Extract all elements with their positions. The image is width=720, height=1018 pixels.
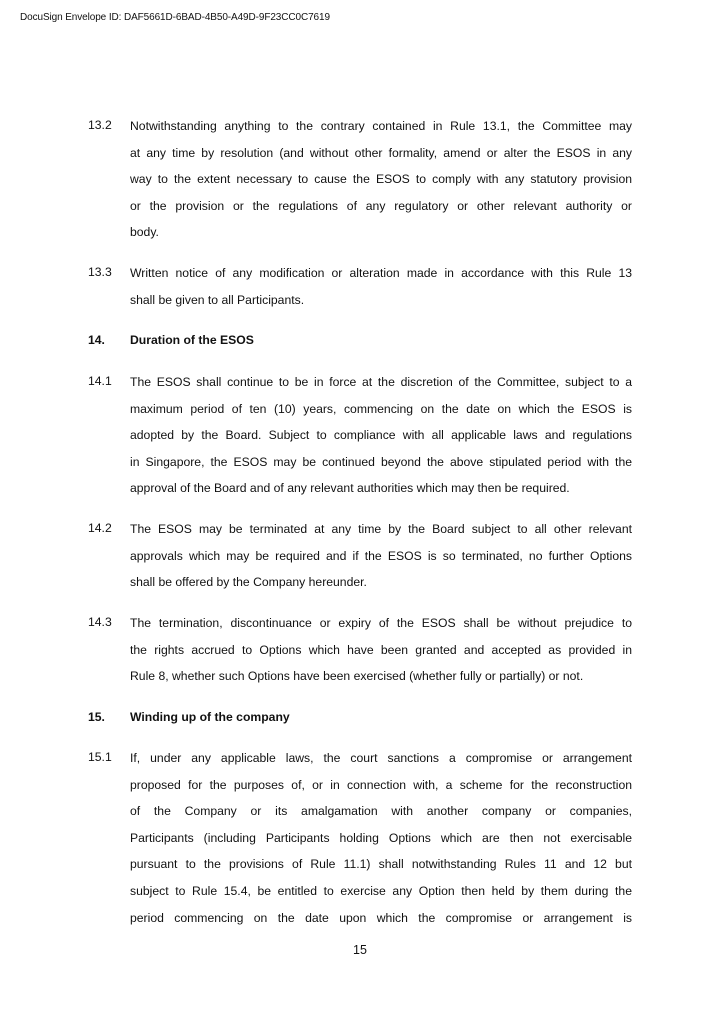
clause-line: pursuant to the provisions of Rule 11.1) shall notwithstanding Rules 11 and 12 but (130, 857, 632, 872)
clause-body (130, 118, 632, 251)
section-number: 15. (88, 710, 105, 724)
docusign-envelope-id: DocuSign Envelope ID: DAF5661D-6BAD-4B50-A49D-9F23CC0C7619 (20, 12, 330, 23)
clause-line: period commencing on the date upon which the compromise or arrangement is (130, 910, 632, 925)
clause-14-1 (88, 374, 632, 507)
section-number: 14. (88, 333, 105, 347)
clause-line: The termination, discontinuance or expiry of the ESOS shall be without prejudice to (130, 616, 632, 630)
clause-line: the rights accrued to Options which have been granted and accepted as provided in (130, 642, 632, 657)
clause-13-2 (88, 118, 632, 251)
clause-line: shall be given to all Participants. (130, 292, 305, 307)
section-heading-15 (88, 710, 632, 724)
clause-line: or the provision or the regulations of any regulatory or other relevant authority or (130, 198, 632, 213)
clause-number: 14.2 (88, 521, 112, 535)
clause-body (130, 750, 632, 936)
clause-line: Rule 8, whether such Options have been exercised (whether fully or partially) or not. (130, 669, 584, 684)
section-title: Winding up of the company (130, 710, 290, 724)
clause-line: The ESOS may be terminated at any time by the Board subject to all other relevant (130, 522, 632, 536)
clause-line: adopted by the Board. Subject to compliance with all applicable laws and regulations (130, 428, 632, 443)
clause-13-3 (88, 265, 632, 318)
clause-line: maximum period of ten (10) years, commencing on the date on which the ESOS is (130, 401, 632, 416)
clause-line: way to the extent necessary to cause the ESOS to comply with any statutory provision (130, 172, 632, 187)
section-heading-14 (88, 333, 632, 347)
clause-line: of the Company or its amalgamation with another company or companies, (130, 804, 632, 819)
clause-14-2 (88, 521, 632, 601)
clause-line: approval of the Board and of any relevant authorities which may then be required. (130, 481, 570, 496)
clause-number: 14.1 (88, 374, 112, 388)
clause-body (130, 615, 632, 695)
clause-number: 13.2 (88, 118, 112, 132)
clause-number: 15.1 (88, 750, 112, 764)
clause-body (130, 374, 632, 507)
clause-number: 13.3 (88, 265, 112, 279)
clause-line: The ESOS shall continue to be in force at the discretion of the Committee, subject to a (130, 375, 632, 389)
clause-line: proposed for the purposes of, or in connection with, a scheme for the reconstruction (130, 777, 632, 792)
section-title: Duration of the ESOS (130, 333, 254, 347)
clause-line: Written notice of any modification or alteration made in accordance with this Rule 13 (130, 266, 632, 280)
clause-line: shall be offered by the Company hereunder. (130, 575, 367, 590)
clause-body (130, 521, 632, 601)
clause-line: Participants (including Participants holding Options which are then not exercisable (130, 830, 632, 845)
clause-line: Notwithstanding anything to the contrary contained in Rule 13.1, the Committee may (130, 119, 632, 133)
clause-number: 14.3 (88, 615, 112, 629)
clause-14-3 (88, 615, 632, 695)
clause-line: in Singapore, the ESOS may be continued beyond the above stipulated period with the (130, 454, 632, 469)
clause-body (130, 265, 632, 318)
clause-line: subject to Rule 15.4, be entitled to exercise any Option then held by them during the (130, 883, 632, 898)
clause-15-1 (88, 750, 632, 936)
clause-line: If, under any applicable laws, the court sanctions a compromise or arrangement (130, 751, 632, 765)
clause-line: approvals which may be required and if the ESOS is so terminated, no further Options (130, 548, 632, 563)
clause-line: at any time by resolution (and without other formality, amend or alter the ESOS in any (130, 145, 632, 160)
page-number: 15 (353, 943, 367, 957)
clause-line: body. (130, 225, 159, 240)
